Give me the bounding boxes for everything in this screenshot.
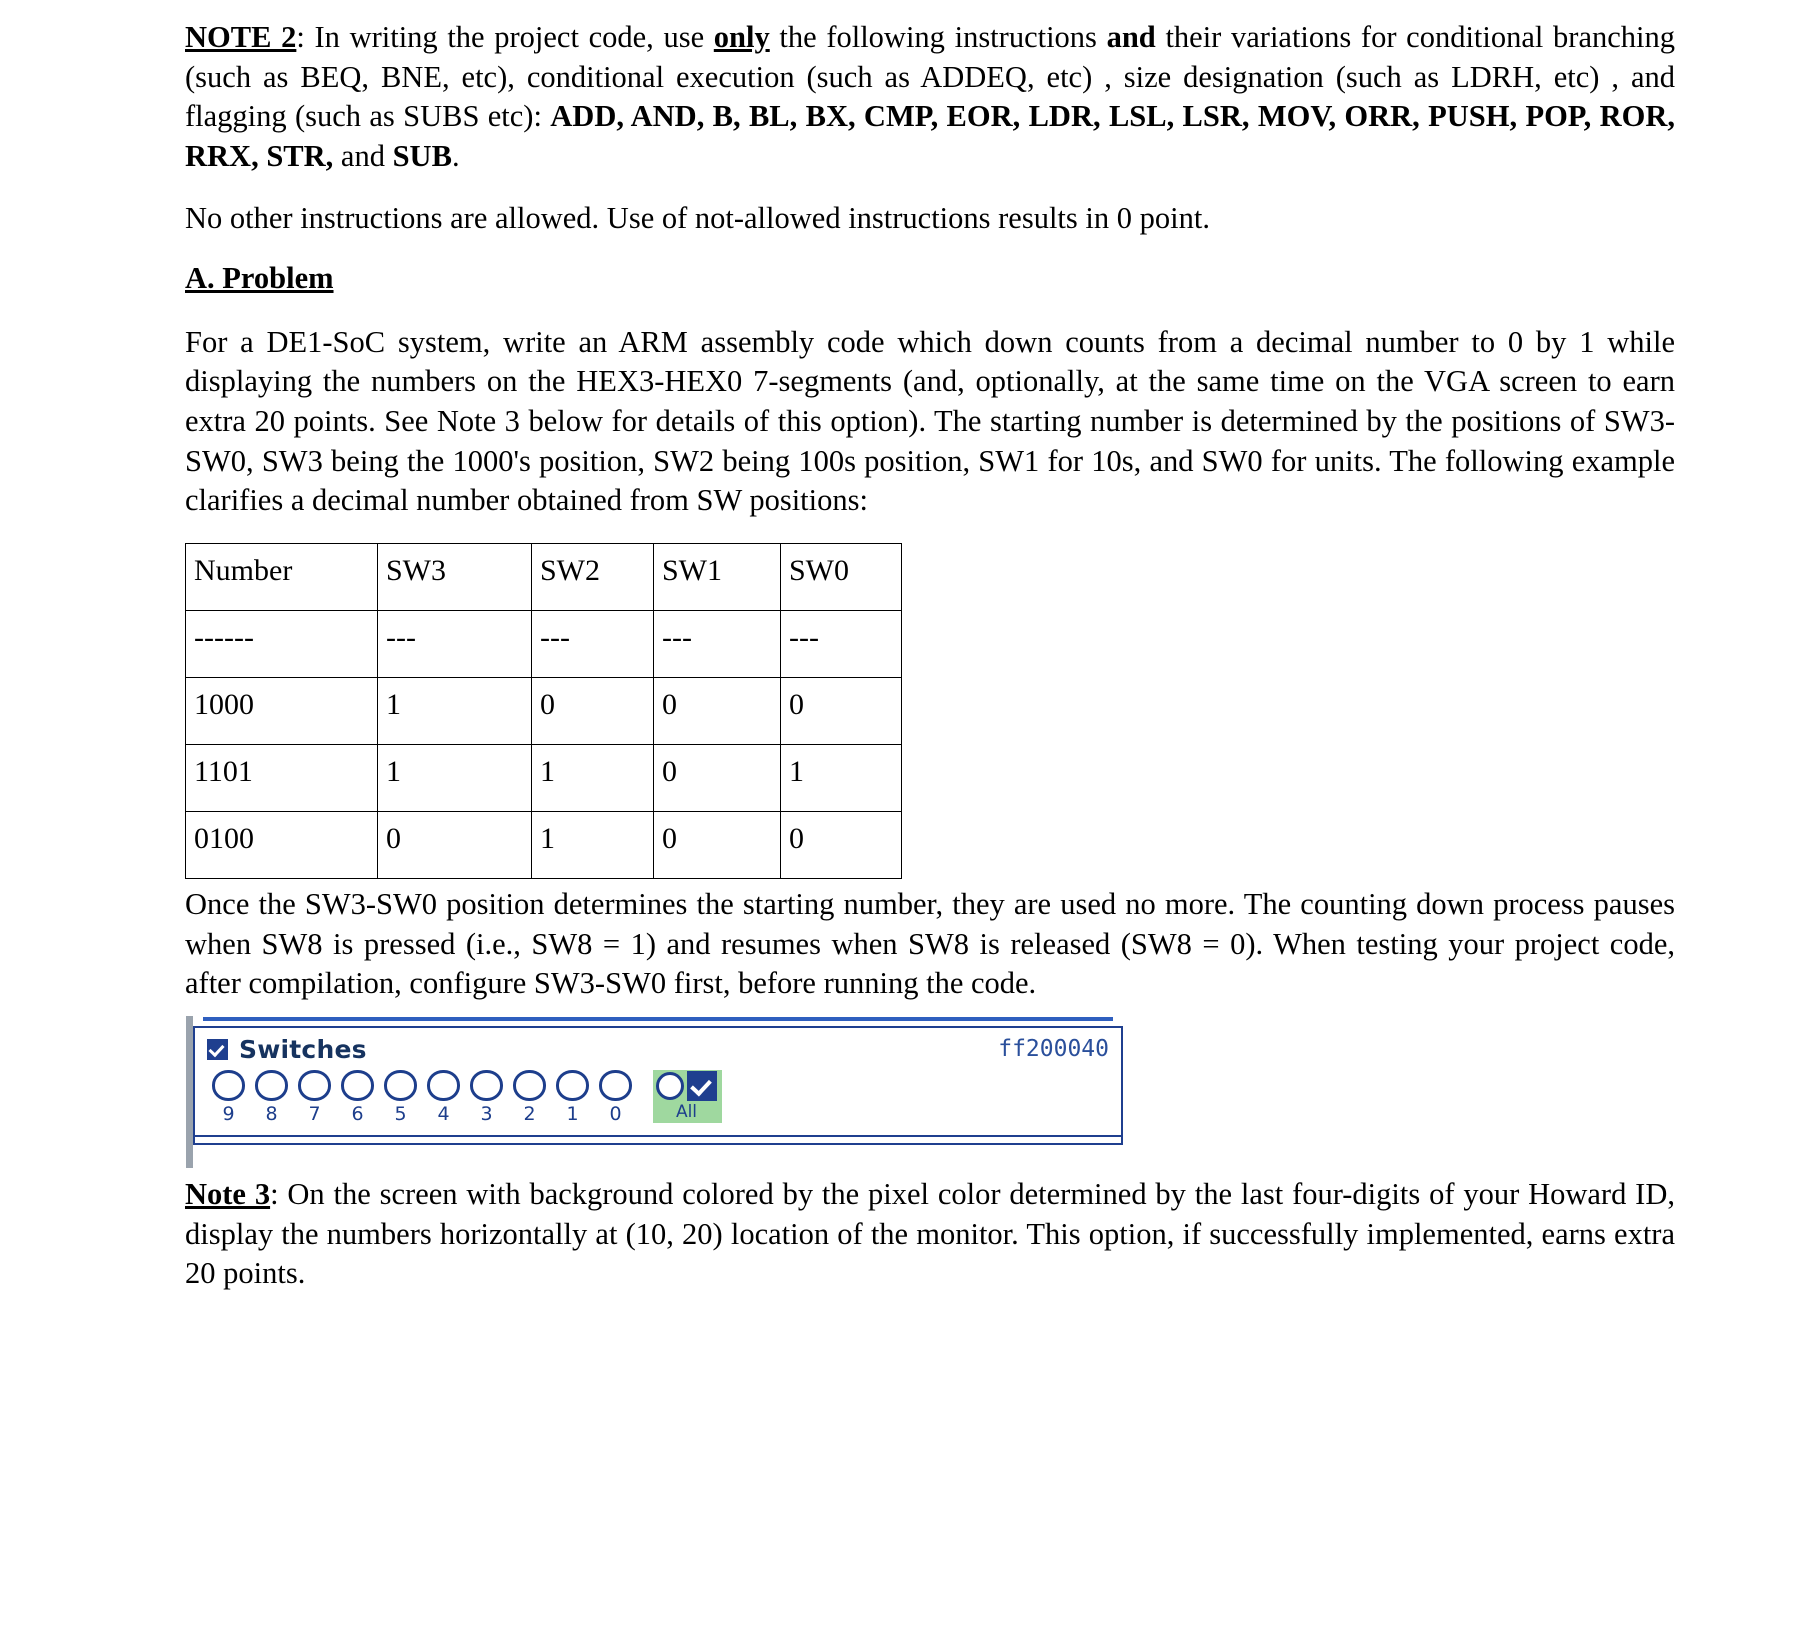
switch-toggle-row <box>207 1070 637 1125</box>
toggle-box-icon[interactable] <box>341 1070 374 1101</box>
toggle-box-icon[interactable] <box>513 1070 546 1101</box>
table-row <box>186 745 902 812</box>
table-cell: --- <box>378 611 532 678</box>
table-cell: 1 <box>532 812 654 879</box>
table-header-sw1: SW1 <box>654 544 781 611</box>
switch-toggle-6[interactable] <box>336 1070 379 1125</box>
after-table-paragraph: Once the SW3-SW0 position determines the starting number, they are used no more. The counting down process pauses when SW8 is pressed (i.e., SW8 = 1) and resumes when SW8 is released (SW8 = 0). When testing your project code, after compilation, configure SW3-SW0 first, before running the code. <box>185 887 1675 1001</box>
table-cell: 0 <box>654 812 781 879</box>
no-other-instructions-paragraph: No other instructions are allowed. Use of not-allowed instructions results in 0 point. <box>185 200 1210 235</box>
table-row <box>186 678 902 745</box>
table-cell: 0100 <box>186 812 378 879</box>
toggle-label: 4 <box>437 1102 450 1125</box>
toggle-label: 5 <box>394 1102 407 1125</box>
toggle-label: 6 <box>351 1102 364 1125</box>
table-cell: --- <box>654 611 781 678</box>
switch-toggle-5[interactable] <box>379 1070 422 1125</box>
table-cell: ------ <box>186 611 378 678</box>
switches-header <box>195 1028 1121 1068</box>
toggle-box-icon[interactable] <box>556 1070 589 1101</box>
note2-text-5: . <box>451 138 460 173</box>
note2-paragraph <box>185 18 1675 177</box>
switch-toggle-3[interactable] <box>465 1070 508 1125</box>
switches-panel[interactable] <box>193 1026 1123 1145</box>
table-cell: 0 <box>378 812 532 879</box>
table-row <box>186 812 902 879</box>
toggle-label: 0 <box>609 1102 622 1125</box>
all-controls-row <box>656 1071 717 1101</box>
toggle-box-icon[interactable] <box>427 1070 460 1101</box>
table-row-header <box>186 544 902 611</box>
switch-toggle-0[interactable] <box>594 1070 637 1125</box>
note2-label: NOTE 2 <box>185 20 297 54</box>
note3-text: : On the screen with background colored by the pixel color determined by the last four-digits of your Howard ID, display the numbers horizontally at (10, 20) location of the monitor. This option, if successfully implemented, earns extra 20 points. <box>185 1176 1675 1291</box>
note3-paragraph <box>185 1175 1675 1294</box>
all-label: All <box>675 1101 698 1122</box>
table-cell: 0 <box>654 678 781 745</box>
table-cell: --- <box>781 611 902 678</box>
note2-and: and <box>1106 20 1156 54</box>
switch-all-group[interactable] <box>653 1070 722 1123</box>
switches-address: ff200040 <box>998 1036 1109 1063</box>
table-cell: 0 <box>654 745 781 812</box>
toggle-label: 3 <box>480 1102 493 1125</box>
toggle-box-icon[interactable] <box>470 1070 503 1101</box>
all-checkbox[interactable] <box>687 1071 717 1101</box>
panel-top-line <box>203 1017 1113 1021</box>
all-toggle-icon[interactable] <box>656 1072 684 1100</box>
table-header-sw2: SW2 <box>532 544 654 611</box>
switch-toggle-7[interactable] <box>293 1070 336 1125</box>
note2-instruction-list-2: SUB <box>392 138 452 173</box>
table-header-sw3: SW3 <box>378 544 532 611</box>
note2-text-3: their variations for conditional branching (such as BEQ, BNE, etc), conditional execution (such as ADDEQ, etc) , size designation (such as LDRH, etc) , and flagging (such as SUBS etc): <box>185 20 1676 134</box>
panel-left-bar <box>186 1016 193 1168</box>
table-cell: 1 <box>781 745 902 812</box>
table-cell: 1101 <box>186 745 378 812</box>
sw-positions-table <box>185 543 902 879</box>
switch-toggle-2[interactable] <box>508 1070 551 1125</box>
toggle-box-icon[interactable] <box>255 1070 288 1101</box>
table-cell: --- <box>532 611 654 678</box>
table-cell: 1 <box>532 745 654 812</box>
note2-instruction-list-1: ADD, AND, B, BL, BX, CMP, EOR, LDR, LSL, LSR, MOV, ORR, PUSH, POP, ROR, RRX, STR, <box>185 99 1675 173</box>
toggle-box-icon[interactable] <box>384 1070 417 1101</box>
table-header-number: Number <box>186 544 378 611</box>
table-cell: 1000 <box>186 678 378 745</box>
table-row <box>186 611 902 678</box>
note3-label: Note 3 <box>185 1176 271 1211</box>
switch-toggle-1[interactable] <box>551 1070 594 1125</box>
switch-toggle-8[interactable] <box>250 1070 293 1125</box>
table-cell: 0 <box>532 678 654 745</box>
toggle-label: 7 <box>308 1102 321 1125</box>
note2-text-4: and <box>333 138 393 173</box>
toggle-label: 8 <box>265 1102 278 1125</box>
table-cell: 1 <box>378 678 532 745</box>
problem-paragraph: For a DE1-SoC system, write an ARM assembly code which down counts from a decimal number to 0 by 1 while displaying the numbers on the HEX3-HEX0 7-segments (and, optionally, at the same time on the VGA screen to earn extra 20 points. See Note 3 below for details of this option). The starting number is determined by the positions of SW3-SW0, SW3 being the 1000's position, SW2 being 100s position, SW1 for 10s, and SW0 for units. The following example clarifies a decimal number obtained from SW positions: <box>185 324 1675 518</box>
switches-title: Switches <box>239 1034 367 1064</box>
table-cell: 0 <box>781 812 902 879</box>
switches-widget-figure <box>185 1026 1675 1145</box>
switches-enable-checkbox[interactable] <box>207 1039 228 1060</box>
note2-text-2: the following instructions <box>769 20 1107 54</box>
toggle-box-icon[interactable] <box>298 1070 331 1101</box>
toggle-label: 9 <box>222 1102 235 1125</box>
switch-toggle-4[interactable] <box>422 1070 465 1125</box>
note2-text-1: : In writing the project code, use <box>296 20 714 54</box>
table-cell: 0 <box>781 678 902 745</box>
table-header-sw0: SW0 <box>781 544 902 611</box>
switch-toggle-9[interactable] <box>207 1070 250 1125</box>
toggle-box-icon[interactable] <box>599 1070 632 1101</box>
note2-only: only <box>713 20 770 54</box>
table-cell: 1 <box>378 745 532 812</box>
toggle-box-icon[interactable] <box>212 1070 245 1101</box>
panel-bottom-bar <box>195 1135 1121 1143</box>
switches-body <box>195 1068 1121 1135</box>
toggle-label: 2 <box>523 1102 536 1125</box>
toggle-label: 1 <box>566 1102 579 1125</box>
section-a-title: A. Problem <box>185 261 334 296</box>
